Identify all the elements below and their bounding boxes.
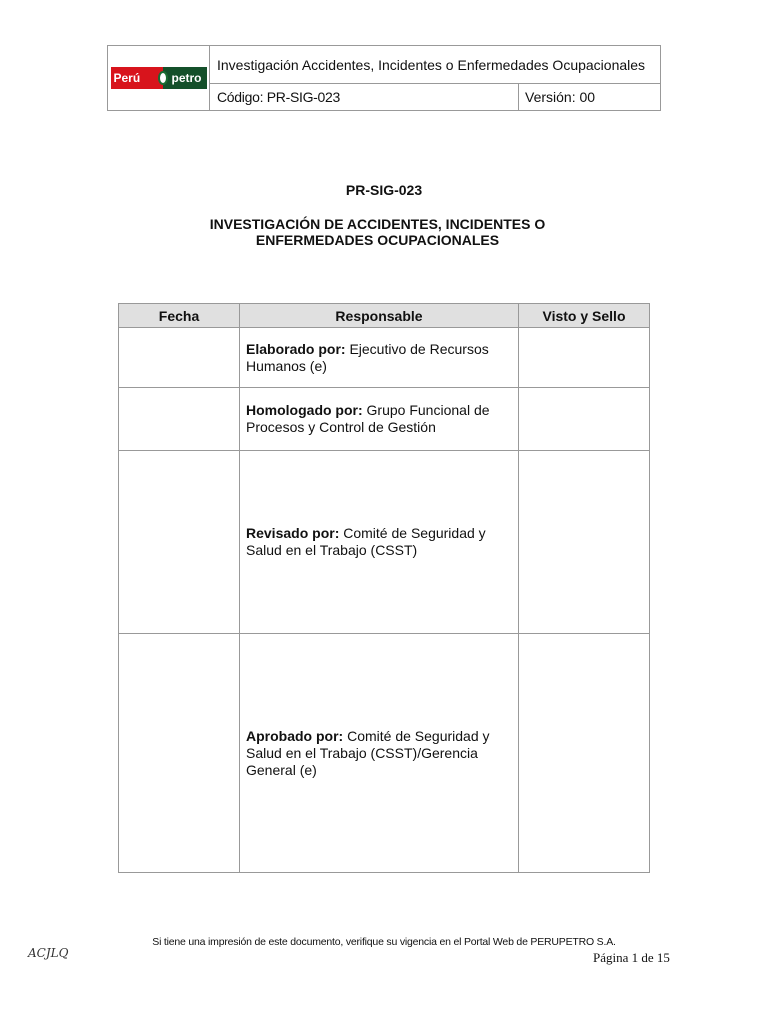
document-header [107,45,661,111]
header-title: Investigación Accidentes, Incidentes o Enfermedades Ocupacionales [209,46,660,84]
header-visto-sello: Visto y Sello [519,304,650,328]
drop-icon [156,67,170,89]
responsable-cell: Revisado por: Comité de Seguridad y Salud en el Trabajo (CSST) [240,451,519,634]
responsable-cell: Elaborado por: Ejecutivo de Recursos Humanos (e) [240,328,519,388]
table-row [119,634,650,873]
sello-cell [519,634,650,873]
sello-cell [519,328,650,388]
document-title: INVESTIGACIÓN DE ACCIDENTES, INCIDENTES O ENFERMEDADES OCUPACIONALES [209,216,546,248]
header-responsable: Responsable [240,304,519,328]
logo-text-right: petro [170,67,207,89]
sello-cell [519,388,650,451]
document-code: PR-SIG-023 [345,182,423,198]
page-number: Página 1 de 15 [593,950,670,965]
table-row [119,451,650,634]
responsable-cell: Homologado por: Grupo Funcional de Procesos y Control de Gestión [240,388,519,451]
table-row [119,388,650,451]
sello-cell [519,451,650,634]
header-fecha: Fecha [119,304,240,328]
logo-text-left: Perú [111,67,156,89]
approval-table [118,303,650,873]
fecha-cell [119,634,240,873]
perupetro-logo [108,46,210,110]
table-header-row [119,304,650,328]
signature-initials: ACJLQ [28,946,69,960]
responsable-cell: Aprobado por: Comité de Seguridad y Salud en el Trabajo (CSST)/Gerencia General (e) [240,634,519,873]
fecha-cell [119,328,240,388]
fecha-cell [119,451,240,634]
fecha-cell [119,388,240,451]
table-row [119,328,650,388]
footer-notice: Si tiene una impresión de este documento, verifique su vigencia en el Portal Web de PERUPETRO S.A. [152,936,616,948]
header-code: Código: PR-SIG-023 [209,83,519,110]
header-version: Versión: 00 [525,88,596,105]
